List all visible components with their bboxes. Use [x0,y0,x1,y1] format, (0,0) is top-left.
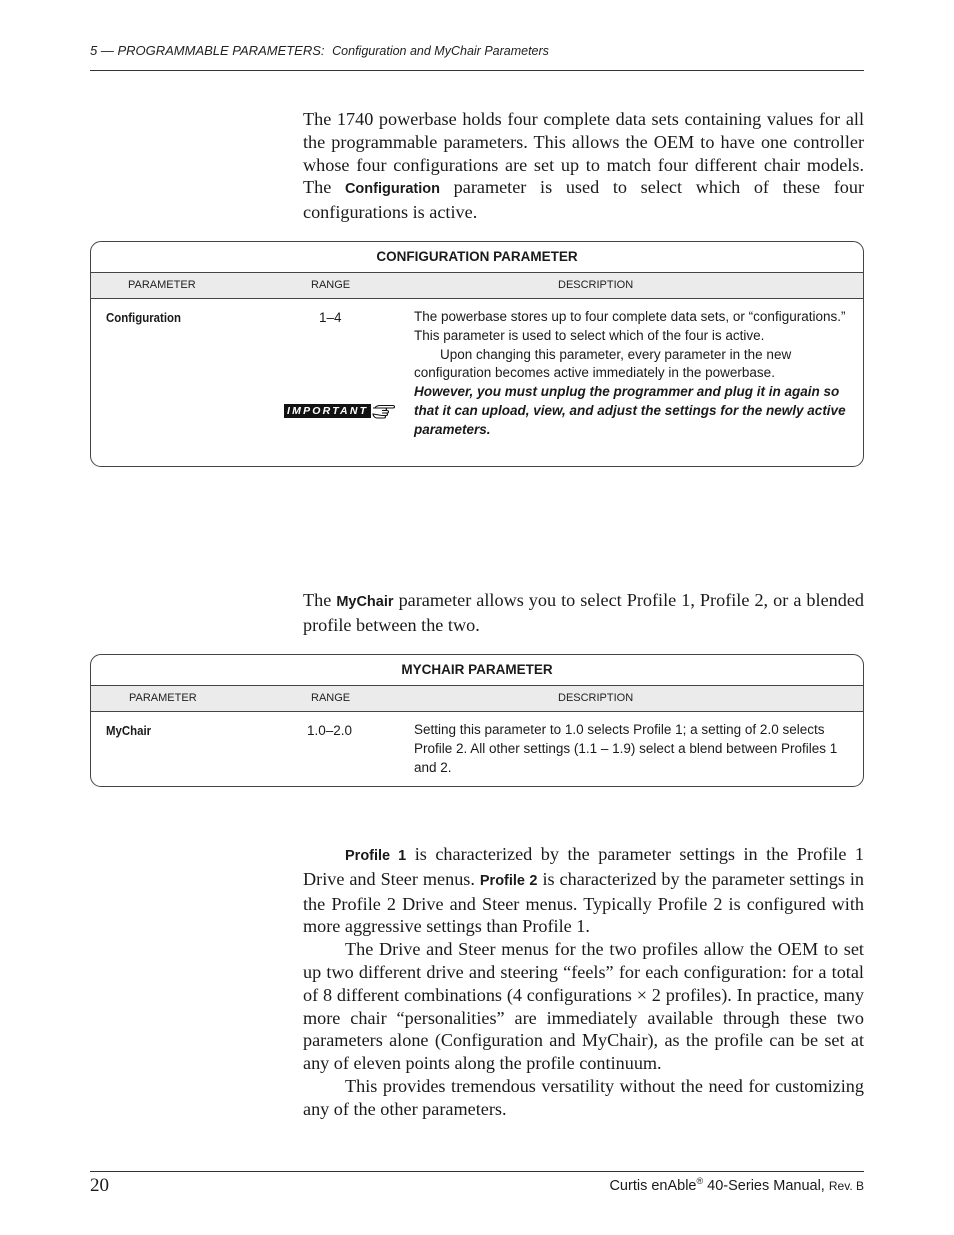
profile-2-text: is characterized by the parameter settings in the Profile 2 Drive and Steer menus. Typically Profile 2 is configured with more aggressive settings than Profile 1. [303,868,865,937]
profile-explanation [303,843,864,1121]
description-note-text: Upon changing this parameter, every parameter in the new configuration becomes active immediately in the powerbase. [414,346,792,381]
configuration-term: Configuration [344,181,440,198]
important-label: IMPORTANT [284,404,371,418]
profile-1-term: Profile 1 [345,848,407,864]
drive-steer-text: The Drive and Steer menus for the two profiles allow the OEM to set up two different drive and steering “feels” for each configuration: for a total of 8 different combinations (4 configurations × 2 profiles). In practice, many more chair “personalities” are immediately available through these two parameters alone (Configuration and MyChair), as the profile can be set at any of eleven points along the profile continuum. [303,939,864,1074]
footer-manual-title [609,1176,864,1194]
manual-name: Curtis enAble [609,1177,697,1194]
mychair-intro-start: The [303,590,337,610]
table-header-row [91,273,863,299]
parameter-name: Configuration [106,310,181,325]
footer-rule [90,1171,864,1172]
important-badge [284,402,396,420]
mychair-term: MyChair [336,594,394,610]
manual-series: 40-Series Manual, [703,1177,829,1194]
table-header-row [91,686,863,712]
table-title: MYCHAIR PARAMETER [91,655,863,686]
parameter-description [414,308,854,440]
versatility-text: This provides tremendous versatility without the need for customizing any of the other parameters. [303,1075,864,1119]
parameter-range: 1–4 [319,310,342,325]
column-header-range: RANGE [311,692,351,704]
column-header-parameter: PARAMETER [129,692,197,704]
profile-1-text: is characterized by the parameter settings in the Profile 1 Drive and Steer menus. [303,844,864,889]
column-header-description: DESCRIPTION [558,279,634,291]
description-text: The powerbase stores up to four complete data sets, or “configurations.” This parameter is used to select which of the four is active. [414,309,846,343]
header-rule [90,70,864,71]
profile-2-term: Profile 2 [479,872,538,889]
section-subtitle: Configuration and MyChair Parameters [332,44,549,58]
column-header-parameter: PARAMETER [128,279,196,291]
manual-revision: Rev. B [828,1178,864,1193]
description-note [414,346,854,384]
registered-mark: ® [696,1176,704,1186]
section-title: 5 — PROGRAMMABLE PARAMETERS: [90,43,325,58]
mychair-intro-end: parameter allows you to select Profile 1, Profile 2, or a blended profile between the two. [303,590,864,635]
parameter-description: Setting this parameter to 1.0 selects Profile 1; a setting of 2.0 selects Profile 2. All other settings (1.1 – 1.9) select a blend between Profiles 1 and 2. [414,722,838,775]
profile-paragraph [303,843,864,938]
column-header-range: RANGE [311,279,351,291]
column-header-description: DESCRIPTION [558,692,634,704]
intro-text-start: The 1740 powerbase holds four complete data sets containing values for all the programmable parameters. This allows the OEM to have one controller whose four configurations are set up to match four different chair models. The [303,109,864,198]
mychair-intro-paragraph [303,589,864,637]
configuration-parameter-table [90,241,864,467]
intro-text-end: parameter is used to select which of these four configurations is active. [303,177,865,223]
table-title: CONFIGURATION PARAMETER [91,242,863,273]
intro-paragraph [303,108,864,224]
pointing-hand-icon [372,402,396,420]
description-warning: However, you must unplug the programmer and plug it in again so that it can upload, view, and adjust the settings for the newly active parameters. [414,384,846,437]
parameter-name: MyChair [106,723,152,738]
drive-steer-paragraph [303,938,864,1075]
mychair-parameter-table [90,654,864,787]
parameter-range: 1.0–2.0 [307,723,353,738]
versatility-paragraph [303,1075,864,1121]
page-number: 20 [90,1175,109,1196]
running-header [90,43,549,58]
